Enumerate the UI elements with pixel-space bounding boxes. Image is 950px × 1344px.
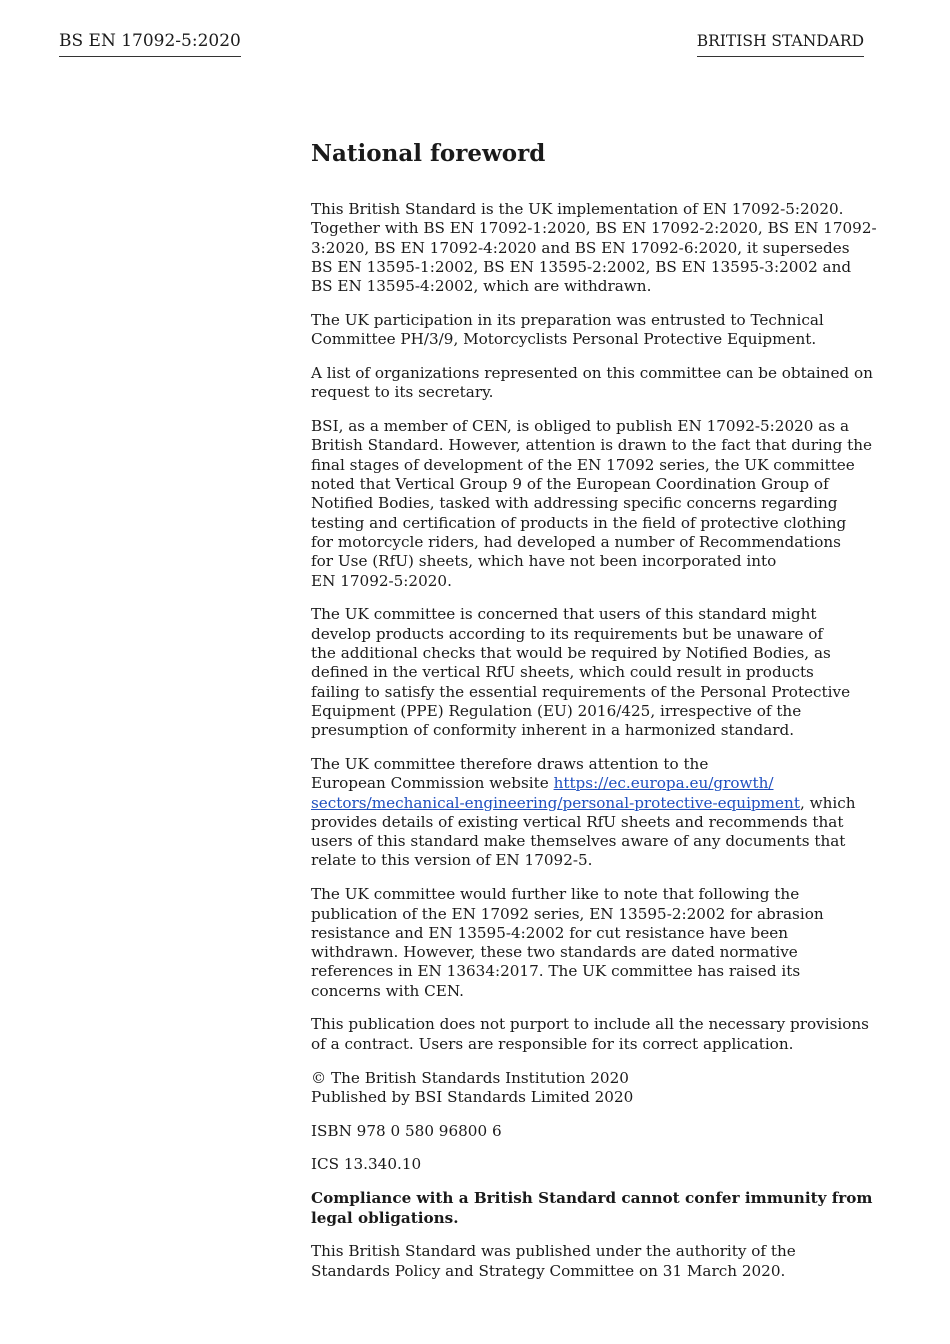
- text-line: British Standard. However, attention is drawn to the fact that during the: [311, 436, 873, 455]
- paragraph-commission-website: [311, 755, 873, 871]
- text-line: [311, 774, 873, 793]
- text-line: Compliance with a British Standard cannot confer immunity from: [311, 1189, 873, 1208]
- compliance-statement: [311, 1189, 873, 1228]
- ics-code: [311, 1155, 873, 1174]
- text-line: Together with BS EN 17092-1:2020, BS EN 17092-2:2020, BS EN 17092-: [311, 219, 877, 238]
- publication-authority: [311, 1242, 873, 1281]
- text-line: Equipment (PPE) Regulation (EU) 2016/425, irrespective of the: [311, 701, 802, 720]
- text-line: This publication does not purport to include all the necessary provisions: [311, 1015, 869, 1034]
- text-line: legal obligations.: [311, 1208, 459, 1227]
- text-line: noted that Vertical Group 9 of the European Coordination Group of: [311, 475, 829, 494]
- text-line: Committee PH/3/9, Motorcyclists Personal Protective Equipment.: [311, 330, 817, 349]
- paragraph-participation: [311, 311, 873, 350]
- text-line: provides details of existing vertical RfU sheets and recommends that: [311, 812, 844, 831]
- text-line: request to its secretary.: [311, 383, 494, 402]
- foreword-body: [311, 139, 877, 1295]
- text-line: [311, 794, 873, 813]
- text-line: A list of organizations represented on this committee can be obtained on: [311, 364, 873, 383]
- ec-website-link[interactable]: https://ec.europa.eu/growth/: [553, 774, 774, 793]
- text-line: The UK participation in its preparation was entrusted to Technical: [311, 310, 824, 329]
- text-line: EN 17092-5:2020.: [311, 571, 452, 590]
- paragraph-committee-concern: [311, 605, 873, 740]
- paragraph-withdrawn-standards: [311, 885, 873, 1001]
- text-line: The UK committee is concerned that users of this standard might: [311, 605, 817, 624]
- text-line: for Use (RfU) sheets, which have not been incorporated into: [311, 552, 777, 571]
- text-line: testing and certification of products in the field of protective clothing: [311, 513, 847, 532]
- text-fragment: European Commission website: [311, 774, 554, 793]
- ec-website-link-continued[interactable]: sectors/mechanical-engineering/personal-protective-equipment: [311, 793, 800, 812]
- document-code: BS EN 17092-5:2020: [59, 31, 241, 57]
- page-title: National foreword: [311, 140, 546, 167]
- text-line: presumption of conformity inherent in a harmonized standard.: [311, 721, 795, 740]
- text-line: ICS 13.340.10: [311, 1155, 422, 1174]
- text-line: for motorcycle riders, had developed a number of Recommendations: [311, 532, 841, 551]
- text-line: defined in the vertical RfU sheets, which could result in products: [311, 663, 814, 682]
- text-line: concerns with CEN.: [311, 981, 465, 1000]
- text-line: failing to satisfy the essential requirements of the Personal Protective: [311, 682, 851, 701]
- text-line: The UK committee would further like to note that following the: [311, 885, 800, 904]
- text-line: of a contract. Users are responsible for its correct application.: [311, 1034, 794, 1053]
- text-line: This British Standard is the UK implementation of EN 17092-5:2020.: [311, 200, 844, 218]
- text-line: relate to this version of EN 17092-5.: [311, 851, 593, 870]
- text-line: users of this standard make themselves aware of any documents that: [311, 832, 846, 851]
- text-line: final stages of development of the EN 17092 series, the UK committee: [311, 455, 855, 474]
- paragraph-implementation: [311, 200, 877, 296]
- text-fragment: , which: [799, 793, 856, 812]
- text-line: This British Standard was published under the authority of the: [311, 1242, 796, 1261]
- text-line: the additional checks that would be required by Notified Bodies, as: [311, 643, 831, 662]
- text-line: withdrawn. However, these two standards are dated normative: [311, 943, 798, 962]
- text-line: Published by BSI Standards Limited 2020: [311, 1087, 634, 1106]
- paragraph-contract-disclaimer: [311, 1015, 873, 1054]
- text-line: 3:2020, BS EN 17092-4:2020 and BS EN 17092-6:2020, it supersedes: [311, 238, 850, 257]
- text-line: develop products according to its requirements but be unaware of: [311, 624, 823, 643]
- text-line: Notified Bodies, tasked with addressing specific concerns regarding: [311, 494, 838, 513]
- text-line: BSI, as a member of CEN, is obliged to publish EN 17092-5:2020 as a: [311, 417, 850, 436]
- text-line: ISBN 978 0 580 96800 6: [311, 1121, 502, 1140]
- text-line: BS EN 13595-1:2002, BS EN 13595-2:2002, BS EN 13595-3:2002 and: [311, 257, 852, 276]
- text-line: BS EN 13595-4:2002, which are withdrawn.: [311, 277, 652, 296]
- isbn: [311, 1122, 873, 1141]
- standard-type-label: BRITISH STANDARD: [697, 32, 864, 57]
- text-line: resistance and EN 13595-4:2002 for cut resistance have been: [311, 923, 788, 942]
- copyright-notice: [311, 1069, 873, 1108]
- text-line: publication of the EN 17092 series, EN 13595-2:2002 for abrasion: [311, 904, 824, 923]
- text-line: Standards Policy and Strategy Committee on 31 March 2020.: [311, 1261, 786, 1280]
- text-line: The UK committee therefore draws attention to the: [311, 754, 709, 773]
- text-line: © The British Standards Institution 2020: [311, 1068, 629, 1087]
- text-line: references in EN 13634:2017. The UK committee has raised its: [311, 962, 801, 981]
- paragraph-organizations: [311, 364, 873, 403]
- paragraph-bsi-obligation: [311, 417, 873, 591]
